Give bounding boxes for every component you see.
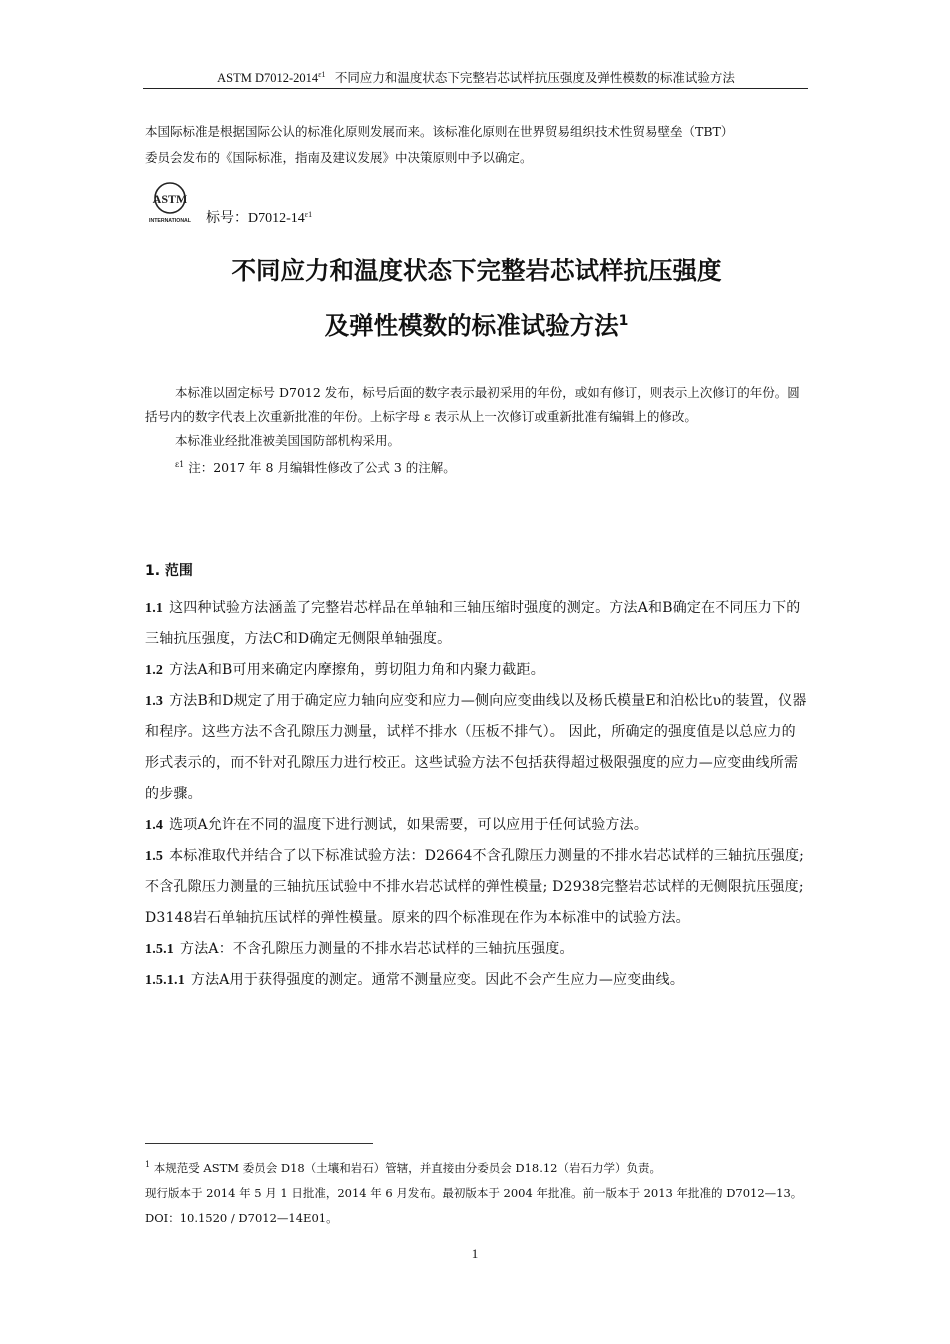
intro-paragraph [145, 119, 808, 171]
intro-line-2: 委员会发布的《国际标准，指南及建议发展》中决策原则中予以确定。 [145, 150, 533, 165]
intro-line-1: 本国际标准是根据国际公认的标准化原则发展而来。该标准化原则在世界贸易组织技术性贸易壁垒（TBT） [145, 124, 734, 139]
std-note-adoption: 本标准业经批准被美国国防部机构采用。 [175, 433, 401, 448]
clause-1-5-1: 1.5.1 方法A：不含孔隙压力测量的不排水岩芯试样的三轴抗压强度。 [145, 941, 574, 957]
title-line-2: 及弹性模数的标准试验方法 [324, 311, 619, 340]
footnote-line-1: $^1$ 本规范受 ASTM 委员会 D18（土壤和岩石）管辖，并直接由分委员会 D18.12（岩石力学）负责。 [145, 1160, 661, 1175]
logo-subtext: INTERNATIONAL [149, 218, 191, 224]
clause-1-2: 1.2 方法A和B可用来确定内摩擦角，剪切阻力角和内聚力截距。 [145, 662, 545, 678]
standard-notes [145, 381, 808, 480]
header-epsilon: ε1 [318, 70, 326, 79]
clause-1-3: 1.3 方法B和D规定了用于确定应力轴向应变和应力—侧向应变曲线以及杨氏模量E和泊松比υ的装置，仪器和程序。这些方法不含孔隙压力测量，试样不排水（压板不排气）。 因此，所确定的强度值是以总应力的形式表示的，而不针对孔隙压力进行校正。这些试验方法不包括获得超过极限强度的应力—应变曲线所需的步骤。 [145, 693, 807, 802]
clause-1-5-1-1: 1.5.1.1 方法A用于获得强度的测定。通常不测量应变。因此不会产生应力—应变曲线。 [145, 972, 685, 988]
footnote [145, 1152, 808, 1231]
header-designation: ASTM D7012-2014 [217, 71, 319, 85]
section-heading: 1. 范围 [145, 563, 193, 579]
designation-epsilon: ε1 [304, 210, 313, 219]
editorial-note-sup: ε1 [175, 460, 185, 469]
running-header [145, 68, 807, 86]
clause-1-4: 1.4 选项A允许在不同的温度下进行测试，如果需要，可以应用于任何试验方法。 [145, 817, 649, 833]
std-editorial-note [145, 453, 808, 480]
page-number: 1 [471, 1246, 479, 1261]
designation [206, 207, 312, 227]
astm-logo [148, 181, 196, 225]
title-line-1: 不同应力和温度状态下完整岩芯试样抗压强度 [231, 256, 722, 285]
clause-1-1: 1.1 这四种试验方法涵盖了完整岩芯样品在单轴和三轴压缩时强度的测定。方法A和B确定在不同压力下的三轴抗压强度，方法C和D确定无侧限单轴强度。 [145, 600, 801, 647]
editorial-note-text: 注：2017 年 8 月编辑性修改了公式 3 的注解。 [184, 460, 456, 475]
header-title: 不同应力和温度状态下完整岩芯试样抗压强度及弹性模数的标准试验方法 [334, 71, 735, 85]
header-divider [143, 88, 808, 89]
logo-text: ASTM [152, 192, 188, 206]
document-title [145, 245, 808, 351]
std-note-paragraph: 本标准以固定标号 D7012 发布，标号后面的数字表示最初采用的年份，或如有修订，则表示上次修订的年份。圆括号内的数字代表上次重新批准的年份。上标字母 ε 表示从上一次修订或重新批准有编辑上的修改。 [145, 385, 800, 424]
footnote-line-2: 现行版本于 2014 年 5 月 1 日批准，2014 年 6 月发布。最初版本于 2004 年批准。前一版本于 2013 年批准的 D7012—13。DOI：10.1520 / D7012—14E01。 [145, 1186, 803, 1225]
section-scope [145, 556, 808, 996]
footnote-divider [145, 1143, 373, 1144]
clause-1-5: 1.5 本标准取代并结合了以下标准试验方法：D2664不含孔隙压力测量的不排水岩芯试样的三轴抗压强度; 不含孔隙压力测量的三轴抗压试验中不排水岩芯试样的弹性模量; D2938完整岩芯试样的无侧限抗压强度; D3148岩石单轴抗压试样的弹性模量。原来的四个标准现在作为本标准中的试验方法。 [145, 848, 805, 926]
title-footnote-ref: 1 [618, 313, 629, 329]
designation-label: 标号：D7012-14 [206, 211, 305, 226]
